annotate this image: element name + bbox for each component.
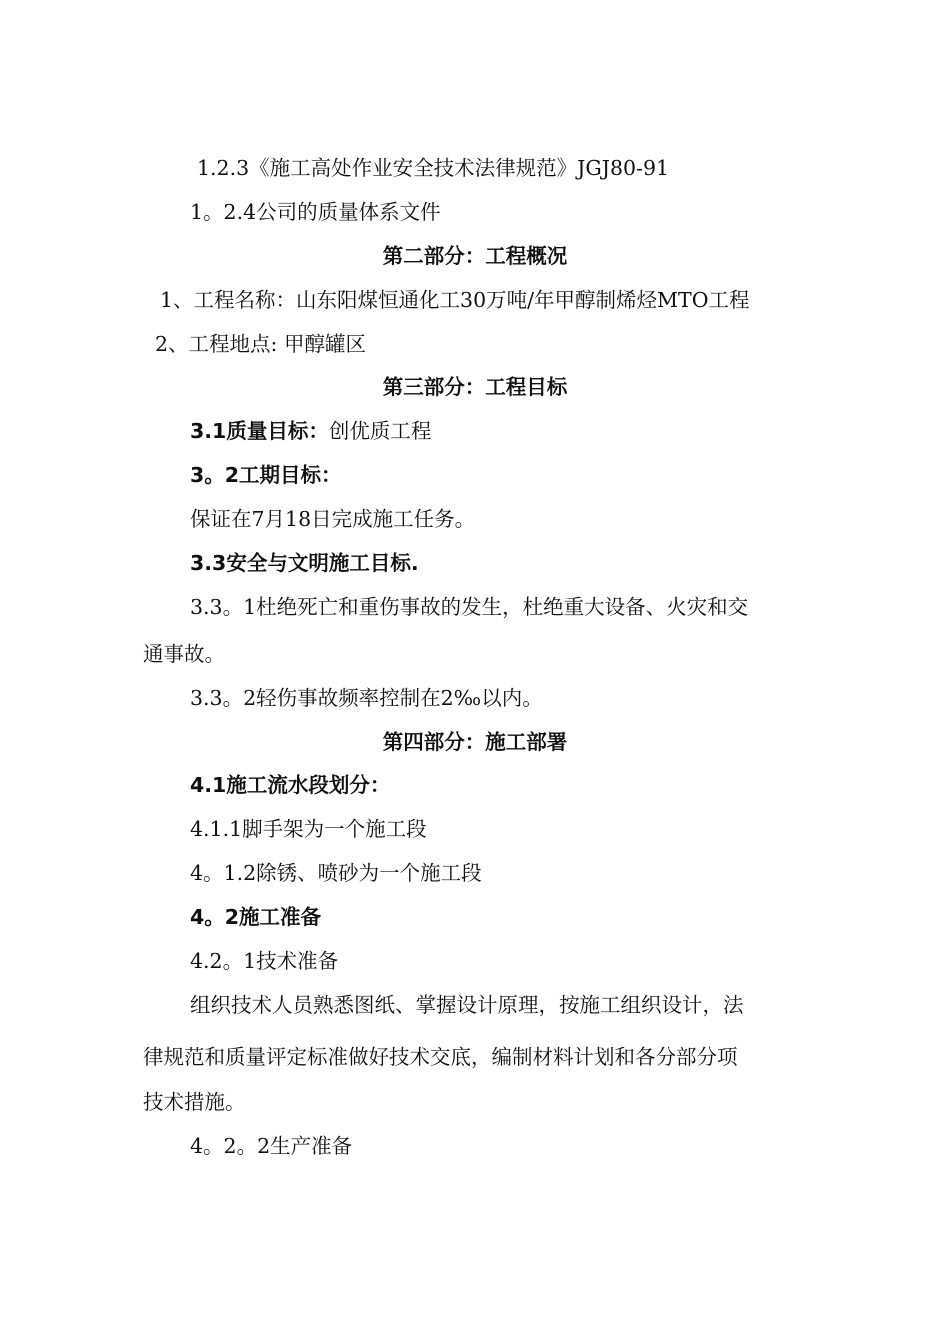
- quality-goal-value: 创优质工程: [328, 419, 432, 443]
- schedule-goal-text: 保证在7月18日完成施工任务。: [190, 507, 476, 531]
- tech-prep-text-3: 技术措施。: [143, 1090, 246, 1114]
- flow-section-2: 4。1.2除锈、喷砂为一个施工段: [190, 861, 482, 885]
- ref-jgj80: 1.2.3《施工高处作业安全技术法律规范》JGJ80-91: [197, 156, 670, 180]
- preparation-heading: 4。2施工准备: [190, 905, 322, 929]
- safety-goal-2: 3.3。2轻伤事故频率控制在2‰以内。: [190, 686, 543, 710]
- project-name: 1、工程名称：山东阳煤恒通化工30万吨/年甲醇制烯烃MTO工程: [160, 288, 750, 312]
- flow-section-heading: 4.1施工流水段划分：: [190, 773, 391, 797]
- project-location: 2、工程地点: 甲醇罐区: [155, 332, 366, 356]
- ref-quality-system: 1。2.4公司的质量体系文件: [190, 200, 441, 224]
- schedule-goal-heading: 3。2工期目标：: [190, 463, 342, 487]
- section-heading-part4: 第四部分：施工部署: [382, 730, 568, 754]
- quality-goal-label: 3.1质量目标：: [190, 419, 329, 443]
- tech-prep-text-2: 律规范和质量评定标准做好技术交底，编制材料计划和各分部分项: [143, 1045, 738, 1069]
- flow-section-1: 4.1.1脚手架为一个施工段: [190, 817, 427, 841]
- safety-goal-1: 3.3。1杜绝死亡和重伤事故的发生，杜绝重大设备、火灾和交: [190, 595, 749, 619]
- production-prep-heading: 4。2。2生产准备: [190, 1134, 353, 1158]
- safety-goal-heading: 3.3安全与文明施工目标.: [190, 551, 419, 575]
- safety-goal-1-cont: 通事故。: [143, 642, 225, 666]
- section-heading-part2: 第二部分：工程概况: [382, 244, 568, 268]
- section-heading-part3: 第三部分：工程目标: [382, 375, 568, 399]
- quality-goal: [190, 417, 431, 445]
- tech-prep-text-1: 组织技术人员熟悉图纸、掌握设计原理，按施工组织设计，法: [190, 993, 744, 1017]
- tech-prep-heading: 4.2。1技术准备: [190, 949, 339, 973]
